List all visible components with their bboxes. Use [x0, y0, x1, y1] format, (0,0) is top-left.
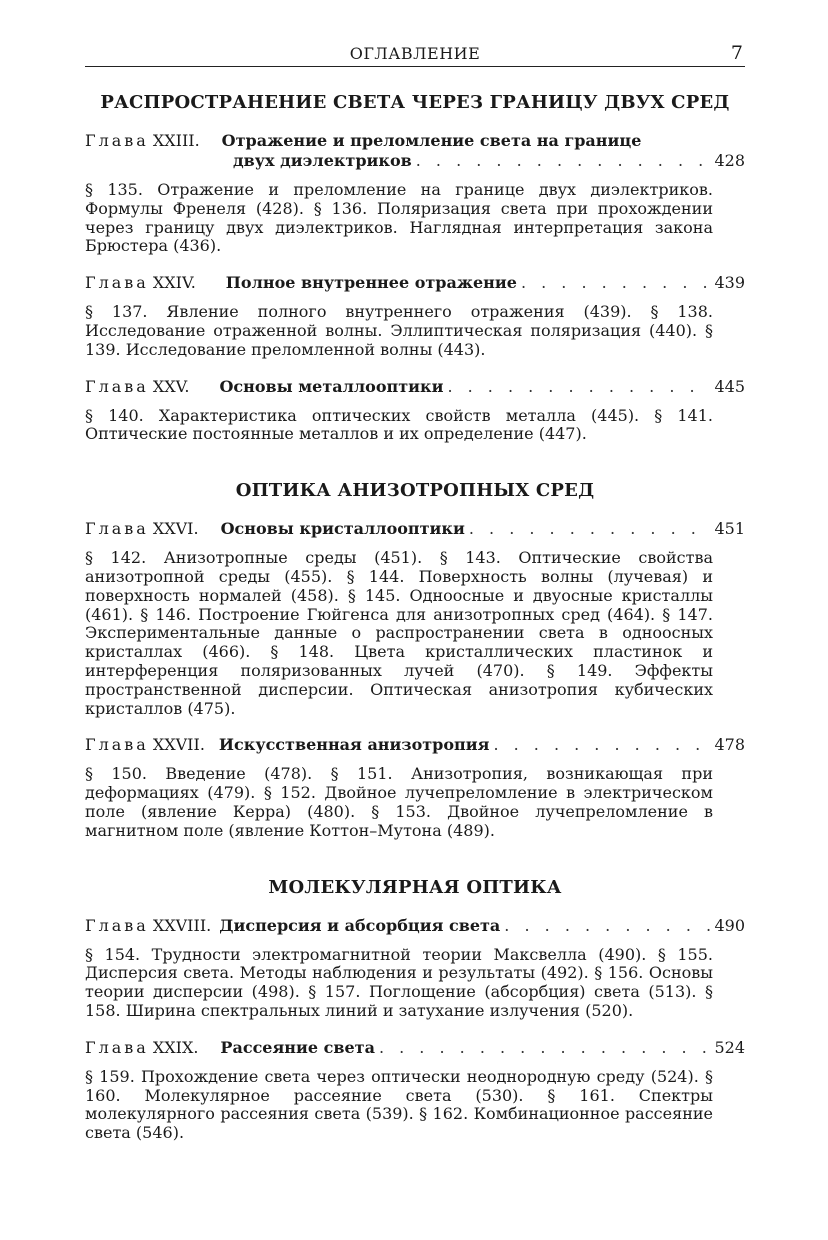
dot-leader [504, 916, 710, 936]
chapter-title: Основы кристаллооптики [220, 519, 465, 539]
chapter-entry [85, 1038, 745, 1058]
running-head [85, 40, 745, 67]
part-title: РАСПРОСТРАНЕНИЕ СВЕТА ЧЕРЕЗ ГРАНИЦУ ДВУХ СРЕД [100, 92, 730, 113]
chapter-label: Глава [85, 915, 149, 935]
chapter-number: XXIII. [152, 131, 200, 150]
chapter-page: 478 [714, 735, 745, 755]
section-list: § 154. Трудности электромагнитной теории Максвелла (490). § 155. Дисперсия света. Методы наблюдения и результаты (492). § 156. Основы теории дисперсии (498). § 157. Поглощение (абсорбция) света (513). § 158. Ширина спектральных линий и затухание излучения (520). [85, 944, 713, 1020]
chapter-label: Глава [85, 1037, 149, 1057]
chapter-entry [85, 377, 745, 397]
page-number: 7 [730, 42, 743, 64]
chapter-number: XXIV. [152, 273, 196, 293]
chapter-label: Глава [85, 519, 149, 539]
chapter-title: Основы металлооптики [219, 376, 444, 396]
chapter-page: 524 [714, 1037, 745, 1057]
section-list: § 142. Анизотропные среды (451). § 143. Оптические свойства анизотропной среды (455). § 144. Поверхность волны (лучевая) и поверхность нормалей (458). § 145. Одноосные и двуосные кристаллы (461). § 146. Построение Гюйгенса для анизотропных сред (464). § 147. Экспериментальные данные о распространении света в одноосных кристаллах (466). § 148. Цвета кристаллических пластинок и интерференция поляризованных лучей (470). § 149. Эффекты пространственной дисперсии. Оптическая анизотропия кубических кристаллов (475). [85, 548, 713, 718]
part-title: ОПТИКА АНИЗОТРОПНЫХ СРЕД [235, 480, 595, 502]
chapter-page: 428 [714, 151, 745, 170]
chapter-entry [85, 519, 745, 539]
chapter-page: 445 [714, 376, 745, 396]
section-list: § 135. Отражение и преломление на границе двух диэлектриков. Формулы Френеля (428). § 136. Поляризация света при прохождении через границу двух диэлектриков. Наглядная интерпретация закона Брюстера (436). [85, 180, 713, 256]
chapter-number: XXV. [152, 376, 190, 396]
chapter-title: Дисперсия и абсорбция света [219, 915, 501, 935]
dot-leader [493, 735, 710, 755]
chapter-entry [85, 273, 745, 293]
chapter-title: Отражение и преломление света на границе [221, 131, 642, 150]
section-list: § 140. Характеристика оптических свойств металла (445). § 141. Оптические постоянные металлов и их определение (447). [85, 405, 713, 444]
chapter-title: Полное внутреннее отражение [225, 273, 517, 293]
chapter-title-continued: двух диэлектриков [233, 151, 412, 170]
dot-leader [521, 273, 711, 293]
dot-leader [447, 377, 710, 397]
chapter-number: XXVII. [152, 735, 205, 755]
chapter-number: XXVIII. [152, 915, 212, 935]
dot-leader [416, 151, 711, 171]
section-list: § 150. Введение (478). § 151. Анизотропия, возникающая при деформациях (479). § 152. Двойное лучепреломление в электрическом поле (явление Керра) (480). § 153. Двойное лучепреломление в магнитном поле (явление Коттон–Мутона (489). [85, 764, 713, 840]
chapter-entry [85, 131, 745, 171]
chapter-title: Искусственная анизотропия [218, 735, 490, 755]
chapter-page: 490 [714, 915, 745, 935]
dot-leader [379, 1038, 711, 1058]
running-title: ОГЛАВЛЕНИЕ [349, 44, 481, 63]
chapter-label: Глава [85, 735, 149, 755]
chapter-number: XXVI. [152, 519, 199, 539]
toc-page [85, 40, 745, 1143]
chapter-page: 439 [714, 273, 745, 293]
dot-leader [469, 519, 711, 539]
part-title: МОЛЕКУЛЯРНАЯ ОПТИКА [268, 876, 562, 898]
section-list: § 159. Прохождение света через оптически неоднородную среду (524). § 160. Молекулярное рассеяние света (530). § 161. Спектры молекулярного рассеяния света (539). § 162. Комбинационное рассеяние света (546). [85, 1066, 713, 1143]
chapter-label: Глава [85, 376, 149, 396]
chapter-title: Рассеяние света [220, 1037, 375, 1057]
chapter-label: Глава [85, 131, 149, 150]
chapter-page: 451 [714, 519, 745, 539]
chapter-entry [85, 916, 745, 936]
chapter-entry [85, 735, 745, 755]
chapter-label: Глава [85, 273, 149, 293]
section-list: § 137. Явление полного внутреннего отражения (439). § 138. Исследование отраженной волны. Эллиптическая поляризация (440). § 139. Исследование преломленной волны (443). [85, 302, 713, 359]
chapter-number: XXIX. [152, 1037, 199, 1057]
